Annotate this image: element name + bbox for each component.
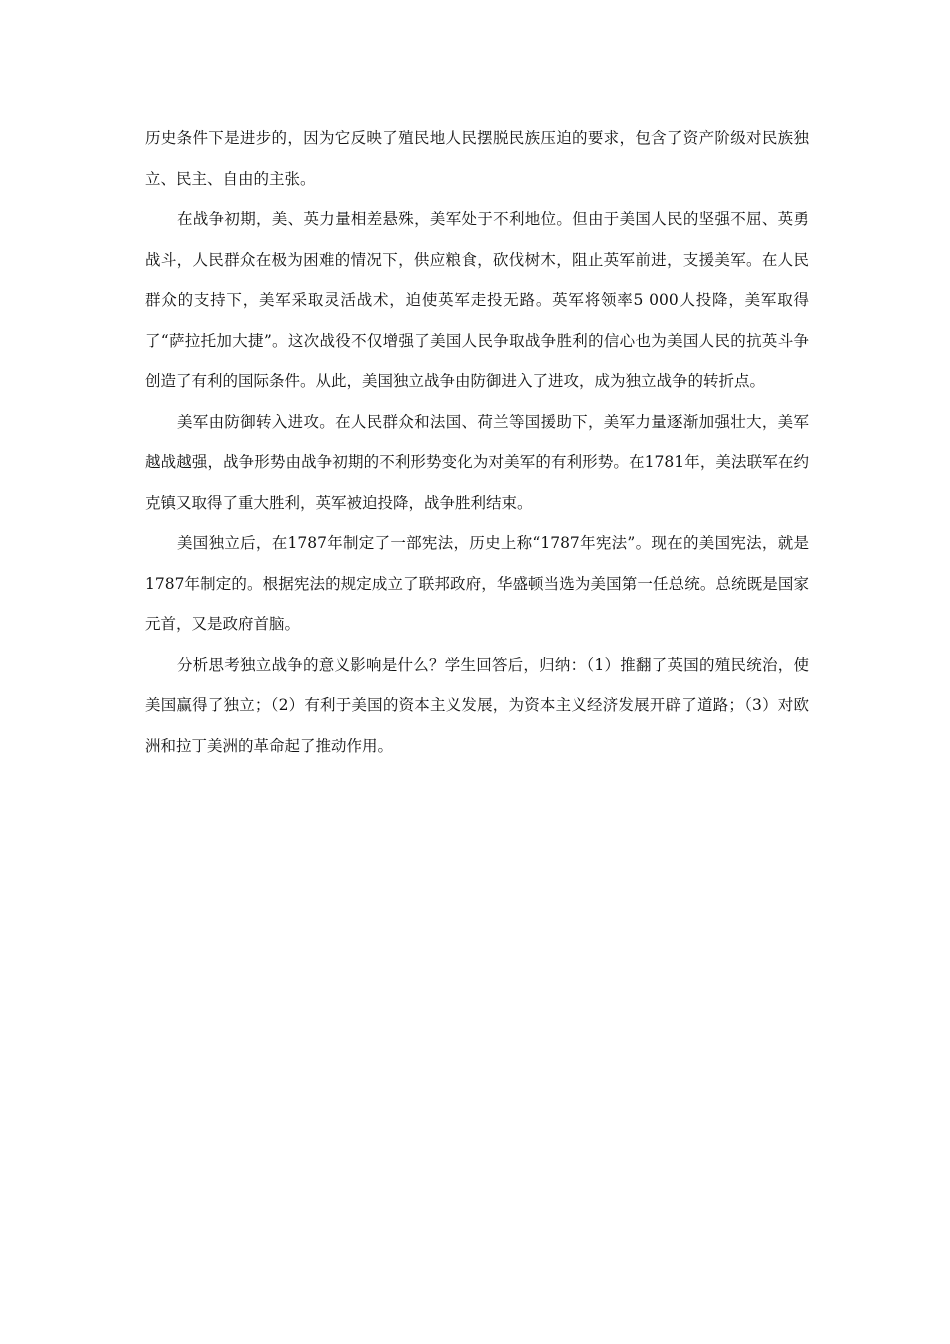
paragraph-2: 在战争初期，美、英力量相差悬殊，美军处于不利地位。但由于美国人民的坚强不屈、英勇战斗，人民群众在极为困难的情况下，供应粮食，砍伐树木，阻止英军前进，支援美军。在人民群众的支持下，美军采取灵活战术，迫使英军走投无路。英军将领率5 000人投降，美军取得了“萨拉托加大捷”。这次战役不仅增强了美国人民争取战争胜利的信心也为美国人民的抗英斗争创造了有利的国际条件。从此，美国独立战争由防御进入了进攻，成为独立战争的转折点。 bbox=[145, 210, 809, 390]
paragraph-4: 美国独立后，在1787年制定了一部宪法，历史上称“1787年宪法”。现在的美国宪法，就是1787年制定的。根据宪法的规定成立了联邦政府，华盛顿当选为美国第一任总统。总统既是国家元首，又是政府首脑。 bbox=[145, 534, 809, 633]
document-body bbox=[145, 118, 809, 766]
paragraph-5: 分析思考独立战争的意义影响是什么？学生回答后，归纳：（1）推翻了英国的殖民统治，使美国赢得了独立；（2）有利于美国的资本主义发展，为资本主义经济发展开辟了道路；（3）对欧洲和拉丁美洲的革命起了推动作用。 bbox=[145, 655, 809, 755]
paragraph-1: 历史条件下是进步的，因为它反映了殖民地人民摆脱民族压迫的要求，包含了资产阶级对民族独立、民主、自由的主张。 bbox=[145, 129, 809, 188]
paragraph-3: 美军由防御转入进攻。在人民群众和法国、荷兰等国援助下，美军力量逐渐加强壮大，美军越战越强，战争形势由战争初期的不利形势变化为对美军的有利形势。在1781年，美法联军在约克镇又取得了重大胜利，英军被迫投降，战争胜利结束。 bbox=[145, 412, 809, 512]
